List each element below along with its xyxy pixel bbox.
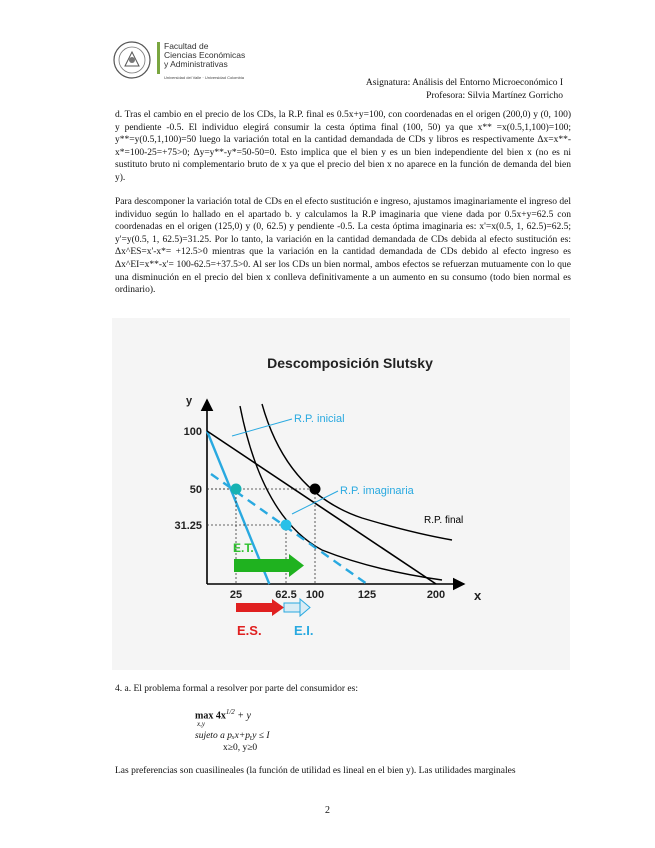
effect-arrows [234,554,310,616]
y-tick-label: 31.25 [174,520,202,532]
arrow-ei-body [284,603,300,612]
slutsky-chart [112,318,570,670]
chart-title: Descomposición Slutsky [267,355,433,371]
logo-line: Facultad de [164,41,209,51]
logo-line: y Administrativas [164,59,228,69]
last-line: Las preferencias son cuasilineales (la función de utilidad es lineal en el bien y). Las utilidades marginales [115,766,516,776]
slutsky-figure [112,318,570,670]
objective: 4x [215,710,226,722]
course-header [366,77,563,103]
label-et: E.T. [233,541,254,555]
arrow-es-body [236,603,272,612]
max-subscript: x,y [197,720,205,728]
arrow-et-head [289,554,304,577]
x-tick-label: 25 [229,589,243,601]
logo-subtitle: Universidad del Valle · Universidad Colombia [164,75,244,80]
university-seal-icon [112,40,152,80]
x-tick-label: 125 [357,589,377,601]
x-axis-label: x [474,588,482,603]
paragraph-decomposition: Para descomponer la variación total de CDs en el efecto sustitución e ingreso, ajustamos imaginariamente el ingreso del individuo según lo hallado en el apartado b. y calculamos la R.P imaginaria que viene dada por 0.5x+y=62.5 con coordenadas en el origen (125,0) y (0, 62.5) y pendiente -0.5. La cesta óptima imaginaria es: x'=x(0.5, 1, 62.5)=62.5; y'=y(0.5, 1, 62.5)=31.25. Por lo tanto, la variación en la cantidad demandada de CDs debida al efecto sustitución es: Δx^ES=x'-x*= +12.5>0 mientras que la variación en la cantidad demandada de CDs debido al efecto ingreso es Δx^EI=x**-x'= 100-62.5=+37.5>0. Al ser los CDs un bien normal, ambos efectos se refuerzan mutuamente con lo que una disminución en el precio del bien x conlleva definitivamente a un aumento en su consumo (todo bien normal es ordinario). [115,197,571,296]
label-rp-initial: R.P. inicial [294,413,345,425]
objective-tail: + y [237,710,251,722]
y-axis-label: y [186,395,193,407]
logo-bar [157,42,160,74]
x-tick-label: 200 [426,589,446,601]
label-rp-imaginary: R.P. imaginaria [340,485,414,497]
subject-line: Asignatura: Análisis del Entorno Microeconómico I [365,78,563,88]
optimum-final [310,484,321,495]
section-4-intro: 4. a. El problema formal a resolver por parte del consumidor es: [115,684,358,694]
max-operator: max [195,710,214,722]
optimization-problem [195,706,270,753]
paragraph-d: d. Tras el cambio en el precio de los CDs, la R.P. final es 0.5x+y=100, con coordenadas en el origen (200,0) y (0, 100) y pendiente -0.5. El individuo elegirá consumir la cesta óptima final (100, 50) ya que x** =x(0.5,1,100)=100; y**=y(0.5,1,100)=50 luego la variación total en la cantidad demandada de CDs y libros es respectivamente Δx=x**-x*=100-25=+75>0; Δy=y**-y*=50-50=0. Esto implica que el bien y es un bien independiente del bien x (no es ni sustituto bruto ni complementario bruto de x ya que el precio del bien x no aparece en la función de demanda del bien y). [115,110,571,183]
pointer-rp-initial [232,419,292,436]
non-negativity: x≥0, y≥0 [223,743,258,753]
label-rp-final: R.P. final [424,515,464,526]
faculty-logo [112,40,272,85]
y-tick-label: 50 [189,484,202,496]
x-tick-label: 100 [305,589,325,601]
arrow-et-body [234,559,289,572]
optimum-imaginary [281,520,292,531]
arrow-es-head [272,599,284,616]
logo-line: Ciencias Económicas [164,50,246,60]
arrow-ei-head [300,599,310,616]
professor-line: Profesora: Silvia Martínez Gorricho [426,91,563,101]
logo-text [164,42,245,69]
label-es: E.S. [237,623,262,638]
y-tick-label: 100 [183,426,202,438]
chart-labels [174,395,482,638]
constraint: sujeto a pₓx+pᵧy ≤ I [195,731,270,741]
page-number: 2 [325,805,330,816]
label-ei: E.I. [294,623,314,638]
optimum-initial [231,484,242,495]
exponent: 1/2 [225,708,235,716]
x-tick-label: 62.5 [275,589,297,601]
